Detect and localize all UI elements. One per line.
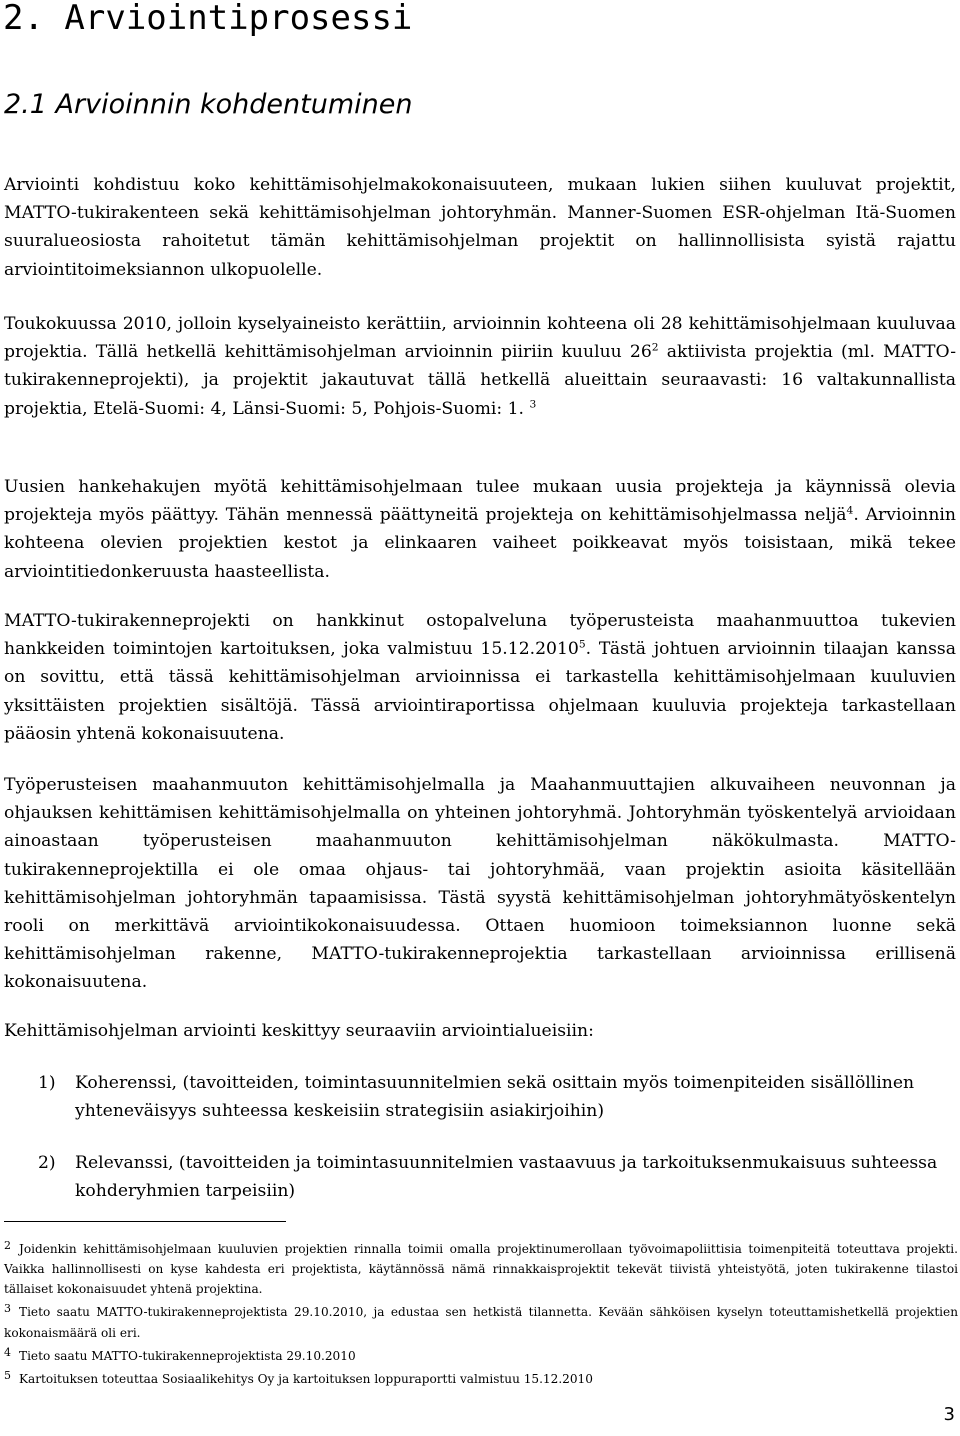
footnote — [4, 1299, 958, 1342]
footnote — [4, 1236, 958, 1299]
paragraph — [4, 1017, 956, 1045]
paragraph-text: Arviointi kohdistuu koko kehittämisohjelmakokonaisuuteen, mukaan lukien siihen kuuluvat projektit, MATTO-tukirakenteen sekä kehittämisohjelman johtoryhmän. Manner-Suomen ESR-ohjelman Itä-Suomen suuralueosiosta rahoitetut tämän kehittämisohjelman projektit on hallinnollisista syistä rajattu arviointitoimeksiannon ulkopuolelle. — [4, 175, 956, 280]
footnote-marker: 4 — [4, 1345, 11, 1359]
chapter-title: 2. Arviointiprosessi — [3, 0, 413, 38]
list-text: Relevanssi, (tavoitteiden ja toimintasuunnitelmien vastaavuus ja tarkoituksenmukaisuus suhteessa kohderyhmien tarpeisiin) — [75, 1153, 938, 1202]
list-text: Koherenssi, (tavoitteiden, toimintasuunnitelmien sekä osittain myös toimenpiteiden sisällöllinen yhteneväisyys suhteessa keskeisiin strategisiin asiakirjoihin) — [75, 1073, 915, 1122]
footnote-ref[interactable]: 2 — [651, 340, 659, 354]
footnote-marker: 2 — [4, 1239, 11, 1252]
footnote-text: Tieto saatu MATTO-tukirakenneprojektista 29.10.2010, ja edustaa sen hetkistä tilannetta. Kevään sähköisen kyselyn toteuttamishetkellä projektien kokonaismäärä oli eri. — [4, 1305, 958, 1340]
footnote-ref[interactable]: 3 — [529, 396, 537, 410]
paragraph — [4, 607, 956, 748]
paragraph — [4, 171, 956, 284]
footnote — [4, 1343, 958, 1366]
paragraph-text: Kehittämisohjelman arviointi keskittyy seuraaviin arviointialueisiin: — [4, 1021, 594, 1041]
paragraph-text: MATTO-tukirakenneprojekti on hankkinut ostopalveluna työperusteista maahanmuuttoa tukevien hankkeiden toimintojen kartoituksen, joka valmistuu 15.12.2010 — [4, 611, 956, 660]
footnote-marker: 5 — [4, 1368, 11, 1382]
section-title: 2.1 Arvioinnin kohdentuminen — [4, 89, 413, 120]
footnote-text: Tieto saatu MATTO-tukirakenneprojektista 29.10.2010 — [19, 1348, 356, 1363]
paragraph-text: Uusien hankehakujen myötä kehittämisohjelmaan tulee mukaan uusia projekteja ja käynnissä olevia projekteja myös päättyy. Tähän mennessä päättyneitä projekteja on kehittämisohjelmassa neljä — [4, 477, 956, 526]
paragraph-text: Toukokuussa 2010, jolloin kyselyaineisto kerättiin, arvioinnin kohteena oli 28 kehittämisohjelmaan kuuluvaa projektia. Tällä hetkellä kehittämisohjelman arvioinnin piiriin kuuluu 26 — [4, 314, 956, 363]
footnote-divider — [4, 1221, 286, 1222]
footnotes — [4, 1236, 958, 1389]
footnote-text: Kartoituksen toteuttaa Sosiaalikehitys Oy ja kartoituksen loppuraportti valmistuu 15.12.2010 — [19, 1371, 593, 1386]
paragraph-text: . Arvioinnin kohteena olevien projektien kestot ja elinkaaren vaiheet poikkeavat myös toisistaan, mikä tekee arviointitiedonkeruusta haasteellista. — [4, 505, 957, 582]
list-item — [38, 1069, 938, 1125]
paragraph-text: . Tästä johtuen arvioinnin tilaajan kanssa on sovittu, että tässä kehittämisohjelman arvioinnissa ei tarkastella kehittämisohjelmaan kuuluvien yksittäisten projektien sisältöjä. Tässä arviointiraportissa ohjelmaan kuuluvia projekteja tarkastellaan pääosin yhtenä kokonaisuutena. — [4, 639, 956, 744]
paragraph-text: Työperusteisen maahanmuuton kehittämisohjelmalla ja Maahanmuuttajien alkuvaiheen neuvonnan ja ohjauksen kehittämisen kehittämisohjelmalla on yhteinen johtoryhmä. Johtoryhmän työskentelyä arvioidaan ainoastaan työperusteisen maahanmuuton kehittämisohjelman näkökulmasta. MATTO-tukirakenneprojektilla ei ole omaa ohjaus- tai johtoryhmää, vaan projektin asioita käsitellään kehittämisohjelman johtoryhmän tapaamisissa. Tästä syystä kehittämisohjelman johtoryhmätyöskentelyn rooli on merkittävä arviointikokonaisuudessa. Ottaen huomioon toimeksiannon luonne sekä kehittämisohjelman rakenne, MATTO-tukirakenneprojektia tarkastellaan arvioinnissa erillisenä kokonaisuutena. — [4, 775, 956, 993]
paragraph — [4, 473, 956, 586]
footnote-ref[interactable]: 5 — [578, 637, 586, 651]
list-number: 1) — [38, 1073, 56, 1093]
list-number: 2) — [38, 1153, 56, 1173]
footnote-ref[interactable]: 4 — [846, 503, 854, 517]
footnote-marker: 3 — [4, 1302, 11, 1316]
footnote-text: Joidenkin kehittämisohjelmaan kuuluvien projektien rinnalla toimii omalla projektinumerollaan työvoimapoliittisia toimenpiteitä toteuttava projekti. Vaikka hallinnollisesti on kyse kahdesta eri projektista, käytännössä nämä rinnakkaisprojektit tekevät tiivistä yhteistyötä, joten tukirakenne tilastoi tällaiset kokonaisuudet yhtenä projektina. — [4, 1241, 958, 1297]
page-number: 3 — [943, 1404, 955, 1425]
footnote — [4, 1366, 958, 1389]
list-item — [38, 1149, 938, 1205]
paragraph-text: aktiivista projektia (ml. MATTO-tukirakenneprojekti), ja projektit jakautuvat tällä hetkellä alueittain seuraavasti: 16 valtakunnallista projektia, Etelä-Suomi: 4, Länsi-Suomi: 5, Pohjois-Suomi: 1. — [4, 342, 957, 419]
paragraph — [4, 310, 956, 423]
paragraph — [4, 771, 956, 997]
